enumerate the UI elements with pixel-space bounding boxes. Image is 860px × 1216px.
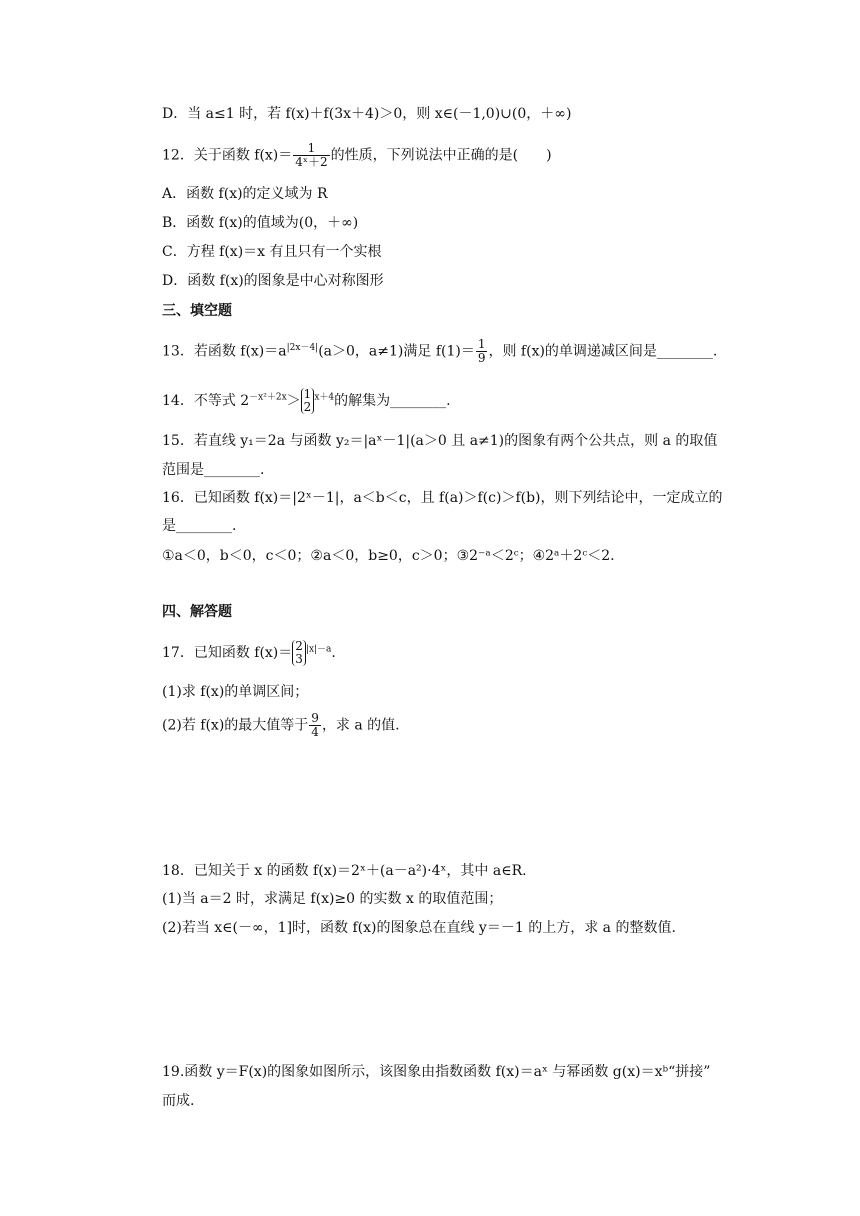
heading: 四、解答题: [162, 604, 232, 620]
denominator: 2: [303, 400, 312, 414]
text: (1)当 a＝2 时，求满足 f(x)≥0 的实数 x 的取值范围；: [162, 891, 503, 907]
q17-part2: [162, 712, 400, 739]
bracket-fraction: [301, 388, 315, 414]
text: .: [331, 645, 336, 661]
numerator: 1: [477, 337, 486, 351]
q12-option-b: [162, 215, 358, 231]
text: 17．已知函数 f(x)＝: [162, 645, 293, 661]
text: 范围是________.: [162, 462, 265, 478]
section-answers: [162, 604, 232, 620]
denominator: 9: [477, 351, 486, 365]
text: 14．不等式 2: [162, 393, 250, 409]
text: ＞: [286, 393, 301, 409]
text: 12．关于函数 f(x)＝: [162, 147, 293, 164]
text: 13．若函数 f(x)＝a: [162, 343, 287, 360]
numerator: 1: [303, 387, 312, 401]
heading: 三、填空题: [162, 303, 232, 319]
q15-line1: [162, 433, 717, 449]
q19-line2: [162, 1093, 194, 1109]
q18-part2: [162, 920, 676, 936]
q18-stem: [162, 863, 527, 879]
exponent: |x|－a: [305, 644, 332, 655]
q17-part1: [162, 684, 308, 700]
q16-line3: [162, 548, 615, 564]
q18-part1: [162, 891, 502, 907]
exponent: x＋4: [314, 392, 335, 403]
text: 18．已知关于 x 的函数 f(x)＝2ˣ＋(a－a²)·4ˣ，其中 a∈R.: [162, 863, 527, 879]
text: 而成.: [162, 1093, 195, 1109]
text: 的解集为________.: [334, 393, 451, 409]
q12-stem: [162, 142, 552, 169]
q15-line2: [162, 462, 264, 478]
bracket-fraction: [292, 640, 306, 666]
fraction: [309, 712, 321, 739]
text: D．函数 f(x)的图象是中心对称图形: [162, 273, 384, 289]
q11-option-d: [162, 106, 571, 122]
numerator: 9: [311, 711, 319, 725]
q12-option-c: [162, 244, 382, 260]
text: (2)若当 x∈(－∞，1]时，函数 f(x)的图象总在直线 y＝－1 的上方，求 a 的整数值.: [162, 920, 676, 936]
text: 15．若直线 y₁＝2a 与函数 y₂＝|aˣ－1|(a＞0 且 a≠1)的图象有两个公共点，则 a 的取值: [162, 433, 718, 449]
text: 的性质，下列说法中正确的是( ): [330, 147, 552, 164]
text: 是________.: [162, 518, 237, 534]
denominator: 4ˣ＋2: [295, 155, 328, 169]
q19-line1: [162, 1064, 710, 1080]
numerator: 1: [293, 142, 329, 156]
text: (2)若 f(x)的最大值等于: [162, 717, 309, 734]
fraction: [476, 338, 488, 365]
section-fill-in: [162, 303, 232, 319]
denominator: 4: [311, 725, 319, 739]
text: D．当 a≤1 时，若 f(x)＋f(3x＋4)＞0，则 x∈(－1,0)∪(0，＋∞): [162, 106, 572, 122]
q13: [162, 338, 717, 365]
q17: [162, 640, 336, 666]
text: ①a＜0，b＜0，c＜0；②a＜0，b≥0，c＞0；③2⁻ᵃ＜2ᶜ；④2ᵃ＋2ᶜ＜2.: [162, 548, 615, 564]
denominator: 3: [295, 652, 303, 666]
q16-line2: [162, 518, 236, 534]
q12-option-a: [162, 186, 328, 202]
text: B．函数 f(x)的值域为(0，＋∞): [162, 215, 359, 231]
exponent: |2x－4|: [286, 342, 319, 353]
exponent: －x²＋2x: [249, 392, 287, 403]
q16-line1: [162, 490, 723, 506]
text: 19.函数 y＝F(x)的图象如图所示，该图象由指数函数 f(x)＝aˣ 与幂函数 g(x)＝xᵇ“拼接”: [162, 1064, 711, 1080]
text: (1)求 f(x)的单调区间；: [162, 684, 309, 700]
text: 16．已知函数 f(x)＝|2ˣ－1|，a＜b＜c，且 f(a)＞f(c)＞f(b)，则下列结论中，一定成立的: [162, 490, 723, 506]
text: ，则 f(x)的单调递减区间是________.: [488, 343, 718, 360]
text: ，求 a 的值.: [321, 717, 400, 734]
text: C．方程 f(x)＝x 有且只有一个实根: [162, 244, 382, 260]
text: (a＞0，a≠1)满足 f(1)＝: [318, 343, 475, 360]
fraction: [293, 142, 329, 169]
q14: [162, 388, 451, 414]
text: A．函数 f(x)的定义域为 R: [162, 186, 328, 202]
numerator: 2: [295, 639, 303, 653]
q12-option-d: [162, 273, 384, 289]
